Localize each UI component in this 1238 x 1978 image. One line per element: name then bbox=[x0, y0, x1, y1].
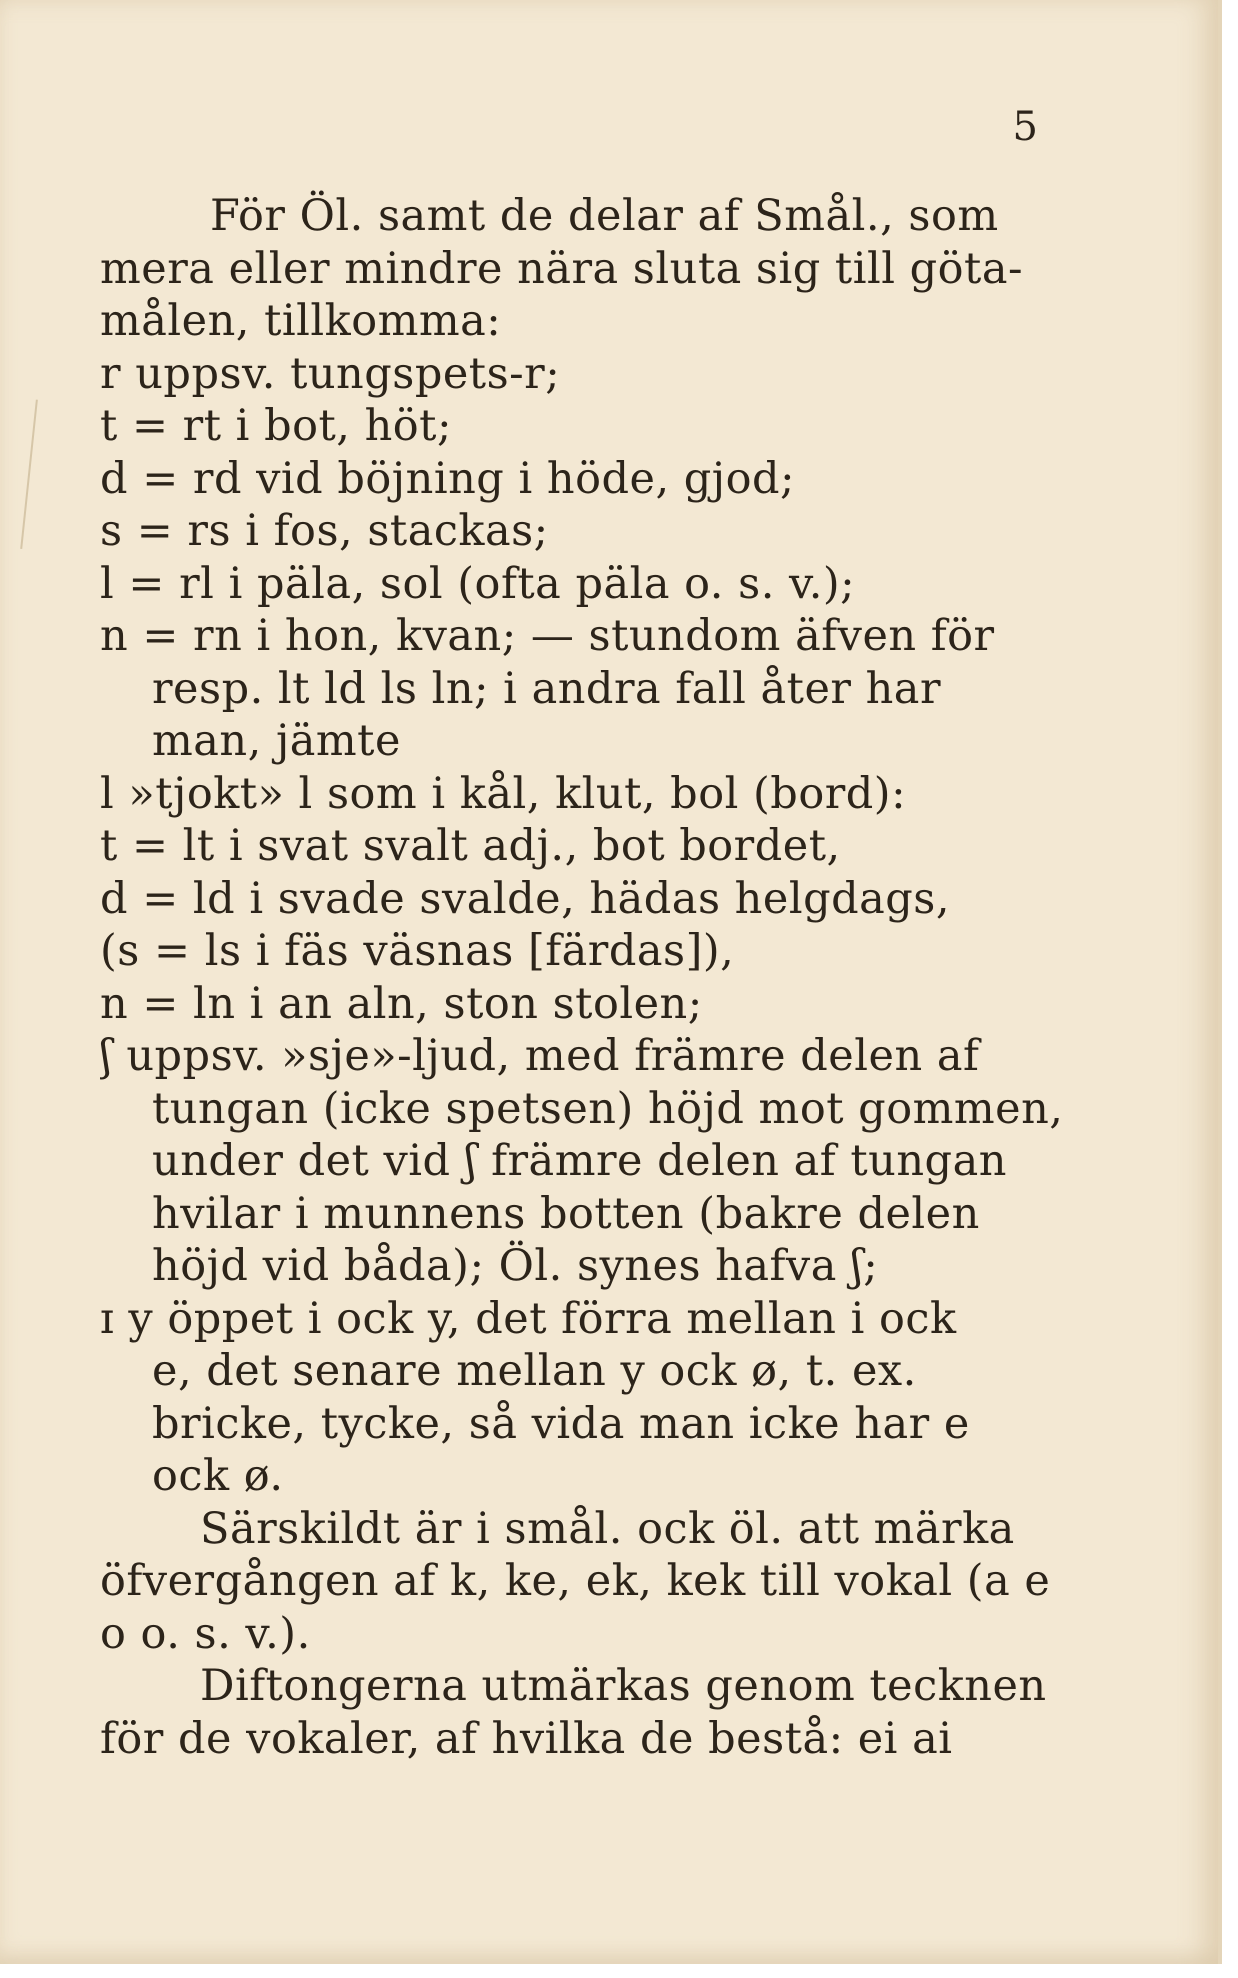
text-line: n = rn i hon, kvan; — stundom äfven för bbox=[100, 611, 995, 661]
text-line: För Öl. samt de delar af Smål., som bbox=[210, 191, 999, 241]
paper-fold-mark bbox=[20, 400, 52, 551]
text-line: man, jämte bbox=[152, 716, 401, 766]
text-line: t = rt i bot, höt; bbox=[100, 401, 452, 451]
text-line: Särskildt är i smål. ock öl. att märka bbox=[200, 1503, 1015, 1554]
text-line: öfvergången af k, ke, ek, kek till vokal (a e bbox=[100, 1556, 1051, 1606]
text-line: l »tjokt» l som i kål, klut, bol (bord): bbox=[100, 768, 907, 819]
text-line: ʃ uppsv. »sje»-ljud, med främre delen af bbox=[100, 1031, 980, 1081]
text-line: r uppsv. tungspets-r; bbox=[100, 348, 561, 399]
text-line: ɪ y öppet i ock y, det förra mellan i ock bbox=[100, 1293, 957, 1344]
text-line: l = rl i päla, sol (ofta päla o. s. v.); bbox=[100, 558, 856, 609]
text-line: resp. lt ld ls ln; i andra fall åter har bbox=[152, 663, 942, 714]
text-line: mera eller mindre nära sluta sig till göta- bbox=[100, 243, 1023, 294]
text-line: ock ø. bbox=[152, 1451, 284, 1501]
text-line: Diftongerna utmärkas genom tecknen bbox=[200, 1661, 1047, 1711]
text-line: tungan (icke spetsen) höjd mot gommen, bbox=[152, 1083, 1064, 1134]
text-line: bricke, tycke, så vida man icke har e bbox=[152, 1398, 970, 1449]
text-line: (s = ls i fäs väsnas [färdas]), bbox=[100, 926, 735, 976]
text-line: s = rs i fos, stackas; bbox=[100, 506, 549, 556]
text-line: d = rd vid böjning i höde, gjod; bbox=[100, 453, 796, 504]
text-line: n = ln i an aln, ston stolen; bbox=[100, 978, 703, 1029]
text-line: målen, tillkomma: bbox=[100, 296, 502, 346]
text-line: e, det senare mellan y ock ø, t. ex. bbox=[152, 1346, 917, 1396]
text-line: för de vokaler, af hvilka de bestå: ei ai bbox=[100, 1713, 953, 1764]
text-line: o o. s. v.). bbox=[100, 1608, 311, 1659]
text-line: d = ld i svade svalde, hädas helgdags, bbox=[100, 873, 951, 924]
text-line: hvilar i munnens botten (bakre delen bbox=[152, 1188, 980, 1239]
text-line: höjd vid båda); Öl. synes hafva ʃ; bbox=[152, 1241, 879, 1291]
text-line: under det vid ʃ främre delen af tungan bbox=[152, 1136, 1007, 1186]
text-line: t = lt i svat svalt adj., bot bordet, bbox=[100, 821, 841, 871]
page-number: 5 bbox=[1012, 104, 1038, 150]
body-text bbox=[100, 190, 1090, 1765]
